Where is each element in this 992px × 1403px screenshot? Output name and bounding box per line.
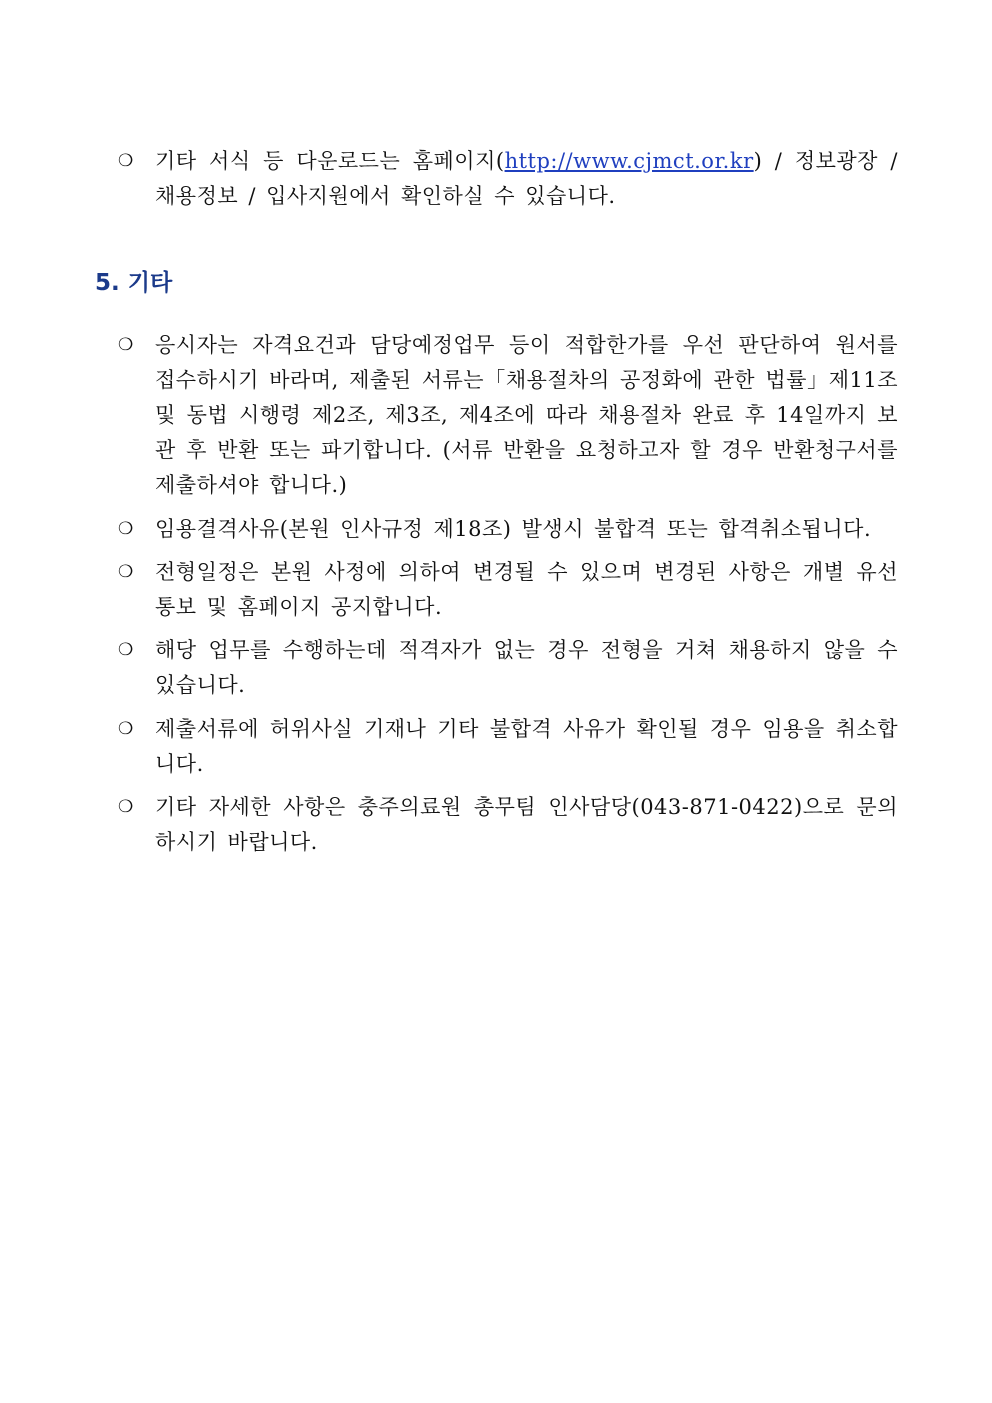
list-item-text: 전형일정은 본원 사정에 의하여 변경될 수 있으며 변경된 사항은 개별 유선통보 및 홈페이지 공지합니다. (155, 560, 898, 619)
intro-text-before-link: 기타 서식 등 다운로드는 홈페이지( (155, 149, 505, 173)
bullet-icon: ❍ (118, 519, 134, 539)
intro-text-after-link: ) / 정보광장 / 채용정보 / 입사지원에서 확인하실 수 있습니다. (155, 149, 899, 208)
list-item (118, 512, 898, 547)
list-item-text: 임용결격사유(본원 인사규정 제18조) 발생시 불합격 또는 합격취소됩니다. (155, 517, 872, 541)
list-item (118, 790, 898, 860)
bullet-icon: ❍ (118, 719, 134, 739)
bullet-icon: ❍ (118, 562, 134, 582)
intro-item (118, 144, 898, 214)
list-item-text: 해당 업무를 수행하는데 적격자가 없는 경우 전형을 거쳐 채용하지 않을 수 있습니다. (155, 638, 898, 697)
list-item-text: 기타 자세한 사항은 충주의료원 총무팀 인사담당(043-871-0422)으로 문의하시기 바랍니다. (155, 795, 898, 854)
homepage-link[interactable]: http://www.cjmct.or.kr (504, 149, 754, 173)
list-item-text: 제출서류에 허위사실 기재나 기타 불합격 사유가 확인될 경우 임용을 취소합니다. (155, 717, 898, 776)
bullet-icon: ❍ (118, 797, 134, 817)
list-item (118, 633, 898, 703)
list-item (118, 712, 898, 782)
list-item (118, 328, 898, 503)
list-item-text: 응시자는 자격요건과 담당예정업무 등이 적합한가를 우선 판단하여 원서를 접수하시기 바라며, 제출된 서류는「채용절차의 공정화에 관한 법률」제11조 및 동법 시행령 제2조, 제3조, 제4조에 따라 채용절차 완료 후 14일까지 보관 후 반환 또는 파기합니다. (서류 반환을 요청하고자 할 경우 반환청구서를 제출하셔야 합니다.) (155, 333, 898, 497)
section-title: 5. 기타 (95, 270, 173, 296)
bullet-icon: ❍ (118, 151, 134, 171)
intro-text (155, 144, 898, 214)
bullet-icon: ❍ (118, 335, 134, 355)
bullet-icon: ❍ (118, 640, 134, 660)
list-item (118, 555, 898, 625)
